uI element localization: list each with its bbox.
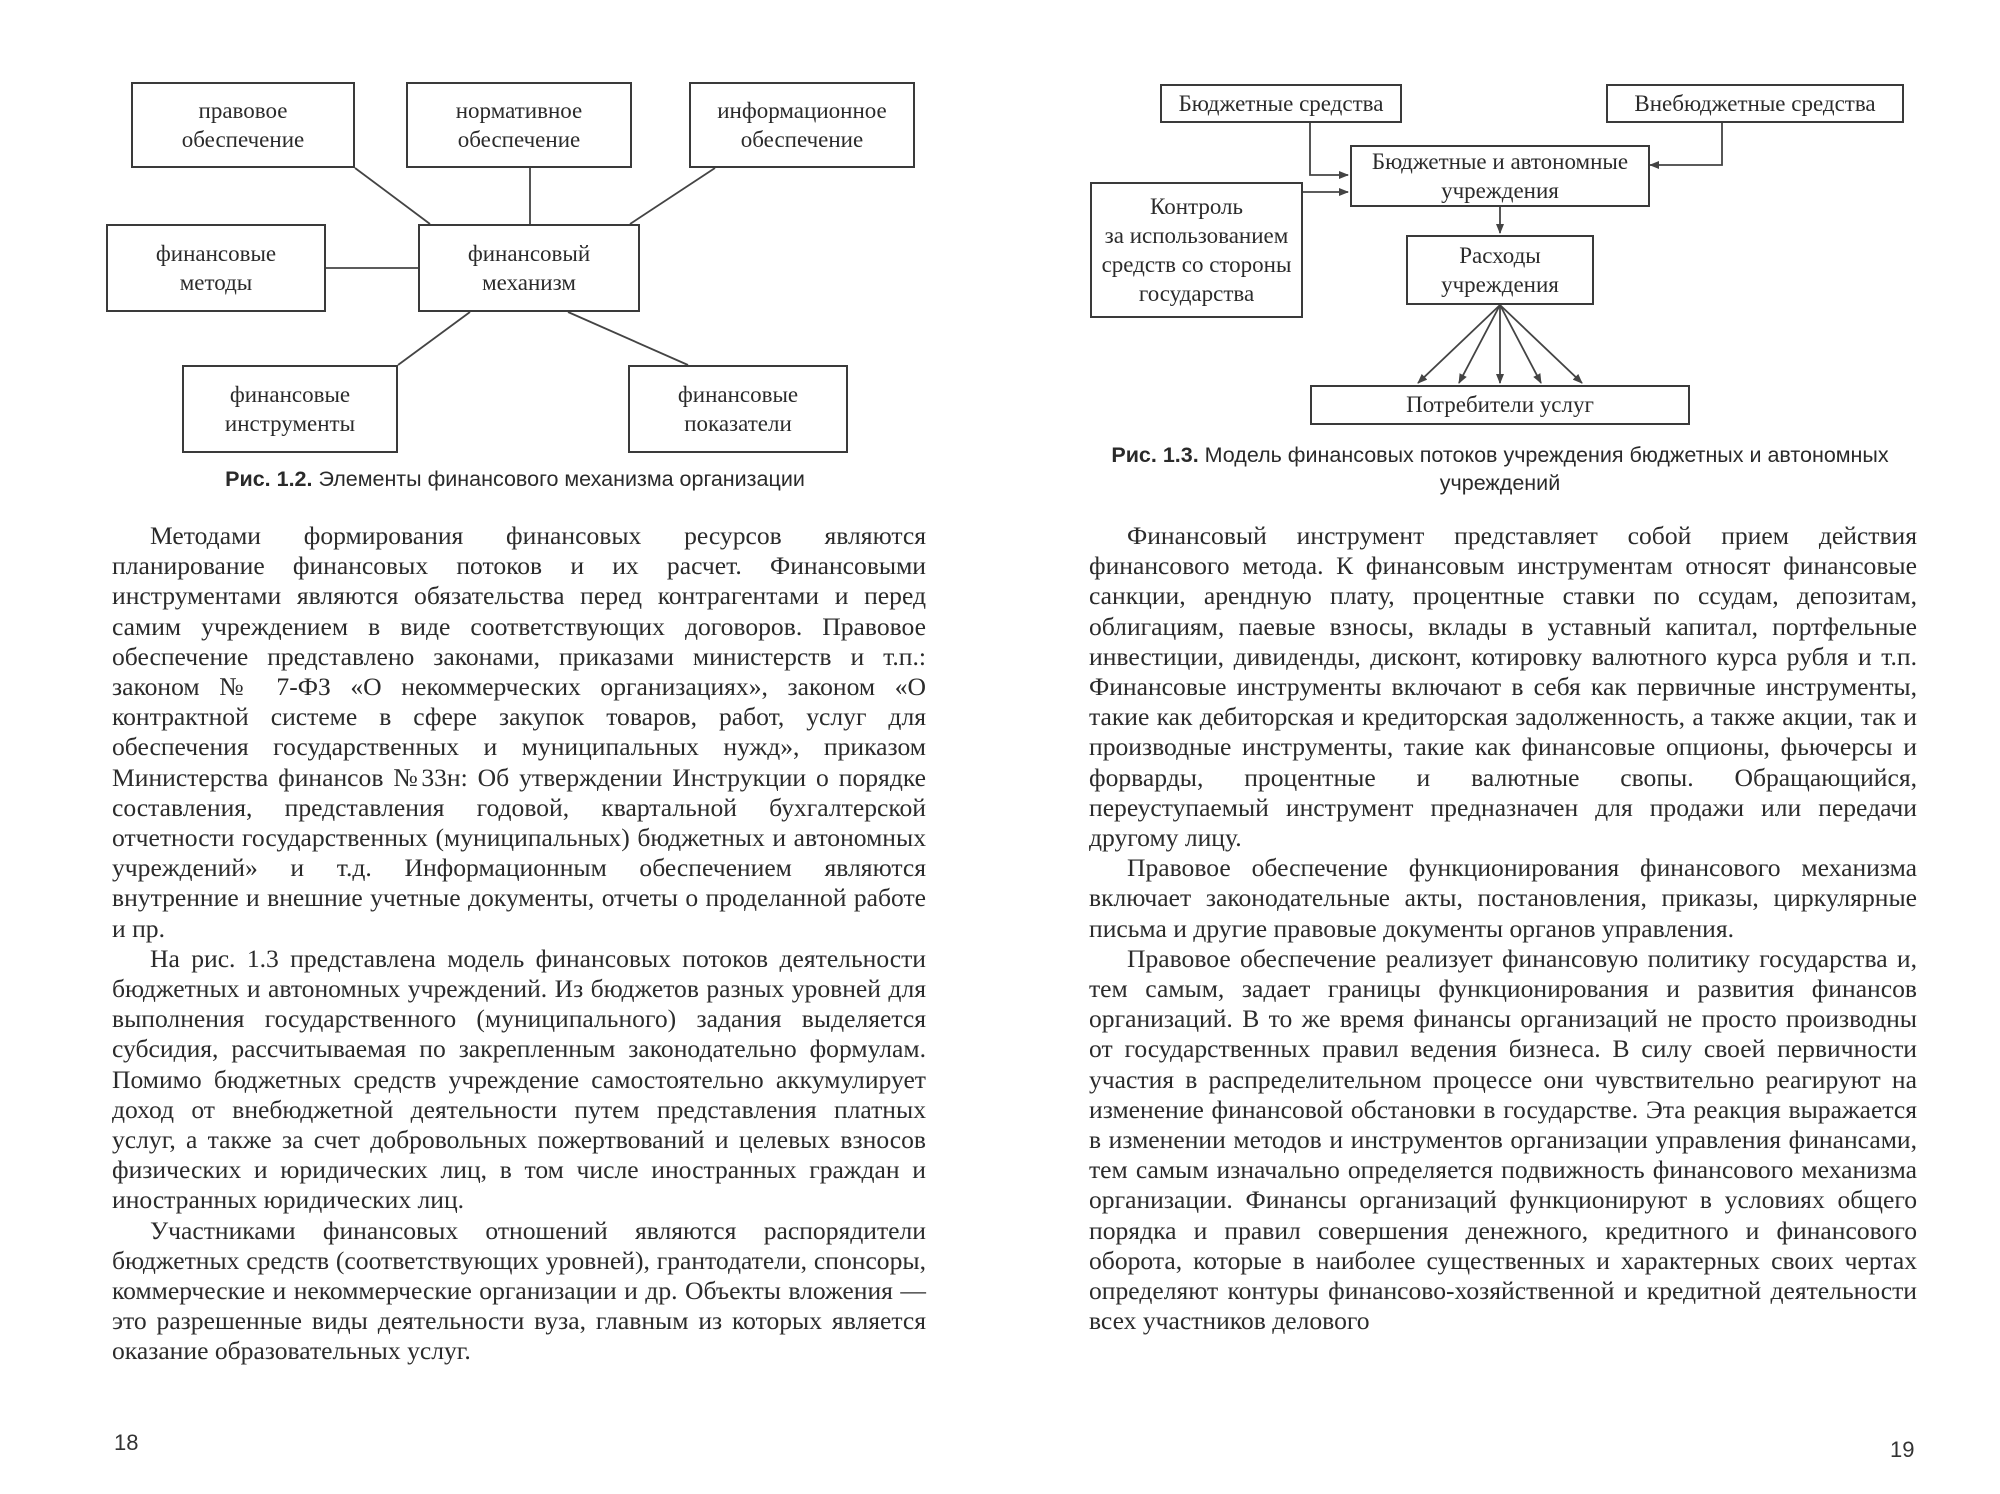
page-number: 18: [114, 1430, 139, 1455]
arrow-rashody-to-potrebiteli: [1418, 305, 1500, 383]
figure-1-2-caption-text: Элементы финансового механизма организации: [312, 467, 805, 491]
arrow-rashody-to-potrebiteli: [1500, 305, 1582, 383]
paragraph: Участниками финансовых отношений являются распорядители бюджетных средств (соответствующих уровней), грантодатели, спонсоры, коммерческие и некоммерческие организации и др. Объекты вложения — это разрешенные виды деятельности вуза, главным из которых является оказание образовательных услуг.: [112, 1215, 926, 1366]
connector-informacionnoe: [630, 168, 715, 224]
box-byudzhetnye-i-avtonomnye-uchrezhdeniya: Бюджетные и автономные учреждения: [1350, 145, 1650, 207]
connector-pravovoe: [355, 168, 430, 224]
left-page-body: [112, 521, 926, 1367]
figure-1-3-caption-text: Модель финансовых потоков учреждения бюджетных и автономных учреждений: [1198, 443, 1889, 495]
box-byudzhetnye-sredstva: Бюджетные средства: [1160, 84, 1402, 123]
arrow-vnebyudzhetnye-to-uchrezhdeniya: [1650, 123, 1722, 165]
figure-1-3-caption-label: Рис. 1.3.: [1111, 443, 1199, 467]
paragraph: На рис. 1.3 представлена модель финансовых потоков деятельности бюджетных и автономных учреждений. Из бюджетов разных уровней для выполнения государственного (муниципального) задания выделяется субсидия, рассчитываемая по закрепленным законодательно формулам. Помимо бюджетных средств учреждение самостоятельно аккумулирует доход от внебюджетной деятельности путем представления платных услуг, а также за счет добровольных пожертвований и целевых взносов физических и юридических лиц, в том числе иностранных граждан и иностранных юридических лиц.: [112, 943, 926, 1215]
right-page-body: [1089, 521, 1917, 1336]
arrow-rashody-to-potrebiteli: [1500, 305, 1541, 383]
box-informacionnoe-obespechenie: информационное обеспечение: [689, 82, 915, 168]
paragraph: Финансовый инструмент представляет собой прием действия финансового метода. К финансовым инструментам относят финансовые санкции, арендную плату, процентные ставки по ссудам, депозитам, облигациям, паевые взносы, вклады в уставный капитал, портфельные инвестиции, дивиденды, дисконт, котировку валютного курса рубля и т.п. Финансовые инструменты включают в себя как первичные инструменты, такие как дебиторская и кредиторская задолженность, а также акции, так и производные инструменты, такие как финансовые опционы, фьючерсы и форварды, процентные и валютные свопы. Обращающийся, переуступаемый инструмент предназначен для продажи или передачи другому лицу.: [1089, 521, 1917, 853]
box-vnebyudzhetnye-sredstva: Внебюджетные средства: [1606, 84, 1904, 123]
figure-1-2-caption: [100, 466, 930, 494]
box-normativnoe-obespechenie: нормативное обеспечение: [406, 82, 632, 168]
box-finansovye-pokazateli: финансовые показатели: [628, 365, 848, 453]
arrow-byudzhetnye-to-uchrezhdeniya: [1310, 123, 1348, 175]
connector-instrumenty: [398, 312, 470, 365]
box-potrebiteli-uslug: Потребители услуг: [1310, 385, 1690, 425]
paragraph: Методами формирования финансовых ресурсов являются планирование финансовых потоков и их расчет. Финансовыми инструментами являются обязательства перед контрагентами и перед самим учреждением в виде соответствующих договоров. Правовое обеспечение представлено законами, приказами министерств и т.п.: законом № 7-ФЗ «О некоммерческих организациях», законом «О контрактной системе в сфере закупок товаров, работ, услуг для обеспечения государственных и муниципальных нужд», приказом Министерства финансов №33н: Об утверждении Инструкции о порядке составления, представления годовой, квартальной бухгалтерской отчетности государственных (муниципальных) бюджетных и автономных учреждений» и т.д. Информационным обеспечением являются внутренние и внешние учетные документы, отчеты о проделанной работе и пр.: [112, 521, 926, 943]
page-number: 19: [1890, 1437, 1915, 1462]
figure-1-3-caption: [1100, 442, 1900, 498]
right-page: [1000, 0, 2000, 1494]
box-finansovye-instrumenty: финансовые инструменты: [182, 365, 398, 453]
box-kontrol: Контроль за использованием средств со стороны государства: [1090, 182, 1303, 318]
figure-1-2-caption-label: Рис. 1.2.: [225, 467, 313, 491]
box-finansovye-metody: финансовые методы: [106, 224, 326, 312]
box-finansovyi-mehanizm: финансовый механизм: [418, 224, 640, 312]
arrow-rashody-to-potrebiteli: [1459, 305, 1500, 383]
paragraph: Правовое обеспечение реализует финансовую политику государства и, тем самым, задает границы функционирования и развития финансов организаций. В то же время финансы организаций не просто производны от государственных правил ведения бизнеса. В силу своей первичности участия в распределительном процессе они чувствительно реагируют на изменение финансовой обстановки в государстве. Эта реакция выражается в изменении методов и инструментов организации управления финансами, тем самым изначально определяется подвижность финансового механизма организации. Финансы организаций функционируют в условиях общего порядка и правил совершения денежного, кредитного и финансового оборота, которые в наиболее существенных и характерных своих чертах определяют контуры финансово-хозяйственной и кредитной деятельности всех участников делового: [1089, 943, 1917, 1336]
box-pravovoe-obespechenie: правовое обеспечение: [131, 82, 355, 168]
box-rashody-uchrezhdeniya: Расходы учреждения: [1406, 235, 1594, 305]
paragraph: Правовое обеспечение функционирования финансового механизма включает законодательные акты, постановления, приказы, циркулярные письма и другие правовые документы органов управления.: [1089, 853, 1917, 943]
connector-pokazateli: [568, 312, 688, 365]
